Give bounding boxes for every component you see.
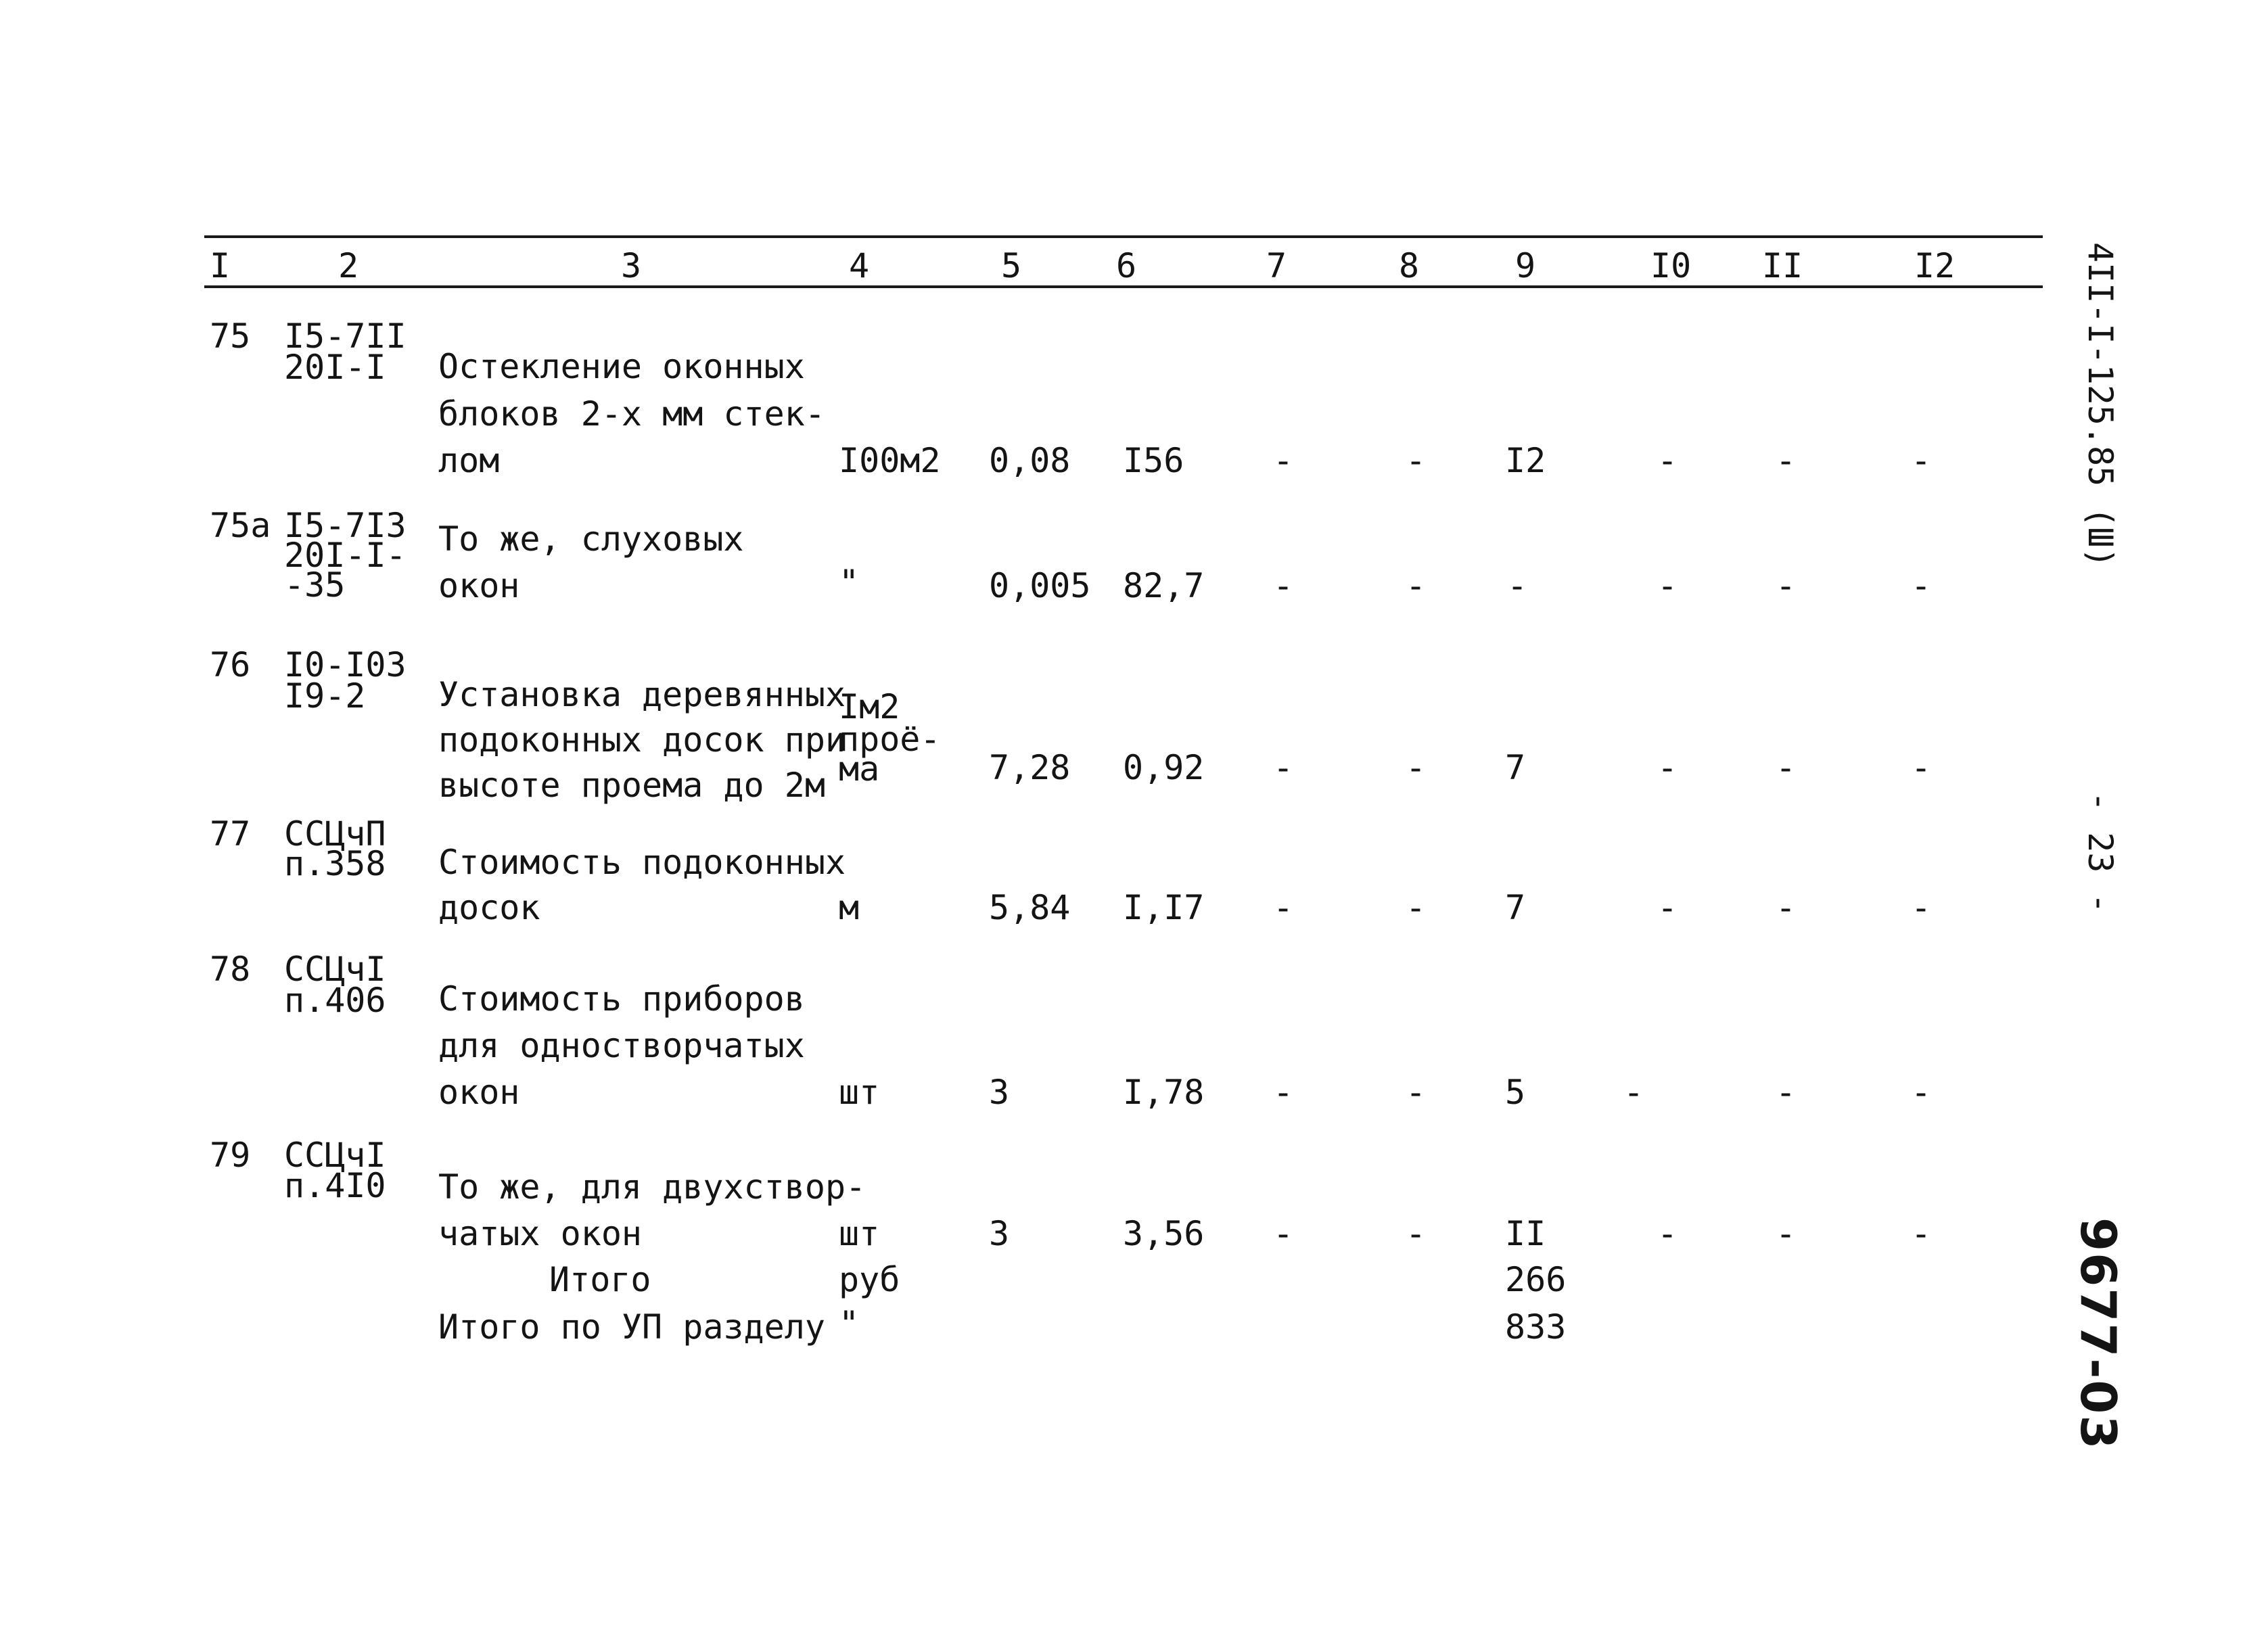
column-header-8: 8 bbox=[1399, 246, 1420, 285]
subtotal-label: Итого bbox=[549, 1260, 651, 1299]
work-description-line: подоконных досок при bbox=[438, 720, 846, 760]
total-cost: I2 bbox=[1505, 441, 1546, 480]
column-header-3: 3 bbox=[621, 246, 642, 285]
column-header-11: II bbox=[1762, 246, 1803, 285]
total-cost: 5 bbox=[1505, 1073, 1526, 1112]
work-description-line: для одностворчатых bbox=[438, 1026, 805, 1065]
col-10-value: - bbox=[1623, 1073, 1644, 1112]
column-header-12: I2 bbox=[1914, 246, 1955, 285]
quantity: 5,84 bbox=[989, 888, 1071, 927]
column-header-1: I bbox=[210, 246, 231, 285]
col-7-value: - bbox=[1273, 888, 1294, 927]
section-total-value: 833 bbox=[1505, 1307, 1567, 1347]
quantity: 3 bbox=[989, 1214, 1010, 1253]
col-10-value: - bbox=[1657, 566, 1678, 605]
quantity: 0,005 bbox=[989, 566, 1091, 605]
col-12-value: - bbox=[1911, 888, 1932, 927]
norm-code-line: I5-7II bbox=[284, 317, 407, 356]
col-7-value: - bbox=[1273, 748, 1294, 787]
unit-cost: 82,7 bbox=[1123, 566, 1205, 605]
column-header-2: 2 bbox=[338, 246, 359, 285]
col-8-value: - bbox=[1406, 566, 1427, 605]
unit-cost: I,I7 bbox=[1123, 888, 1205, 927]
work-description-line: чатых окон bbox=[438, 1214, 643, 1253]
col-11-value: - bbox=[1776, 888, 1797, 927]
norm-code-line: 20I-I bbox=[284, 348, 386, 387]
col-7-value: - bbox=[1273, 1214, 1294, 1253]
column-header-4: 4 bbox=[849, 246, 870, 285]
row-number: 77 bbox=[210, 814, 251, 854]
col-12-value: - bbox=[1911, 1073, 1932, 1112]
unit-cost: I,78 bbox=[1123, 1073, 1205, 1112]
row-number: 78 bbox=[210, 950, 251, 989]
column-header-10: I0 bbox=[1650, 246, 1692, 285]
archive-stamp-number: 9677-03 bbox=[2070, 1217, 2127, 1451]
norm-code-line: I5-7I3 bbox=[284, 506, 407, 545]
col-11-value: - bbox=[1776, 1073, 1797, 1112]
col-7-value: - bbox=[1273, 1073, 1294, 1112]
col-8-value: - bbox=[1406, 1214, 1427, 1253]
norm-code-line: ССЦчI bbox=[284, 950, 386, 989]
unit-line: " bbox=[839, 563, 860, 602]
col-8-value: - bbox=[1406, 1073, 1427, 1112]
document-code: 4II-I-125.85 (Ш) bbox=[2081, 242, 2120, 568]
header-bottom-rule bbox=[204, 285, 2043, 288]
subtotal-value: 266 bbox=[1505, 1260, 1567, 1299]
norm-code-line: 20I-I- bbox=[284, 536, 407, 575]
work-description-line: блоков 2-х мм стек- bbox=[438, 394, 825, 434]
col-10-value: - bbox=[1657, 441, 1678, 480]
column-header-7: 7 bbox=[1266, 246, 1287, 285]
col-8-value: - bbox=[1406, 441, 1427, 480]
total-cost: - bbox=[1507, 566, 1528, 605]
section-total-unit: " bbox=[839, 1304, 860, 1343]
unit-cost: 3,56 bbox=[1123, 1214, 1205, 1253]
col-12-value: - bbox=[1911, 1214, 1932, 1253]
work-description-line: окон bbox=[438, 1073, 520, 1112]
total-cost: 7 bbox=[1505, 748, 1526, 787]
unit-line: I00м2 bbox=[839, 441, 941, 480]
col-12-value: - bbox=[1911, 566, 1932, 605]
quantity: 0,08 bbox=[989, 441, 1071, 480]
unit-line: Iм2 bbox=[839, 687, 900, 726]
column-header-9: 9 bbox=[1515, 246, 1536, 285]
work-description-line: Стоимость приборов bbox=[438, 979, 805, 1019]
unit-line: шт bbox=[839, 1214, 880, 1253]
col-11-value: - bbox=[1776, 1214, 1797, 1253]
norm-code-line: I9-2 bbox=[284, 676, 366, 716]
quantity: 3 bbox=[989, 1073, 1010, 1112]
total-cost: II bbox=[1505, 1214, 1546, 1253]
col-8-value: - bbox=[1406, 748, 1427, 787]
column-header-6: 6 bbox=[1116, 246, 1137, 285]
work-description-line: Установка деревянных bbox=[438, 675, 846, 714]
unit-line: м bbox=[839, 888, 860, 927]
quantity: 7,28 bbox=[989, 748, 1071, 787]
section-total-label: Итого по УП разделу bbox=[438, 1307, 825, 1347]
row-number: 75 bbox=[210, 317, 251, 356]
row-number: 76 bbox=[210, 645, 251, 684]
work-description-line: То же, для двухствор- bbox=[438, 1167, 866, 1207]
col-11-value: - bbox=[1776, 441, 1797, 480]
col-10-value: - bbox=[1657, 748, 1678, 787]
col-12-value: - bbox=[1911, 748, 1932, 787]
norm-code-line: п.358 bbox=[284, 844, 386, 883]
work-description-line: Остекление оконных bbox=[438, 347, 805, 386]
work-description-line: лом bbox=[438, 441, 500, 480]
norm-code-line: п.4I0 bbox=[284, 1166, 386, 1205]
unit-cost: 0,92 bbox=[1123, 748, 1205, 787]
work-description-line: высоте проема до 2м bbox=[438, 766, 825, 805]
row-number: 75а bbox=[210, 506, 271, 545]
col-7-value: - bbox=[1273, 566, 1294, 605]
norm-code-line: -35 bbox=[284, 565, 346, 605]
page-number: - 23 - bbox=[2081, 791, 2120, 914]
column-header-5: 5 bbox=[1001, 246, 1022, 285]
table-top-rule bbox=[204, 235, 2043, 238]
col-11-value: - bbox=[1776, 566, 1797, 605]
norm-code-line: I0-I03 bbox=[284, 645, 407, 684]
col-10-value: - bbox=[1657, 888, 1678, 927]
norm-code-line: п.406 bbox=[284, 981, 386, 1020]
col-12-value: - bbox=[1911, 441, 1932, 480]
unit-line: шт bbox=[839, 1073, 880, 1112]
work-description-line: Стоимость подоконных bbox=[438, 843, 846, 882]
col-8-value: - bbox=[1406, 888, 1427, 927]
col-7-value: - bbox=[1273, 441, 1294, 480]
norm-code-line: ССЦчП bbox=[284, 814, 386, 854]
col-10-value: - bbox=[1657, 1214, 1678, 1253]
unit-line: проё- bbox=[839, 720, 941, 759]
work-description-line: окон bbox=[438, 566, 520, 605]
subtotal-unit: руб bbox=[839, 1260, 900, 1299]
unit-line: ма bbox=[839, 749, 880, 789]
unit-cost: I56 bbox=[1123, 441, 1184, 480]
col-11-value: - bbox=[1776, 748, 1797, 787]
work-description-line: досок bbox=[438, 888, 540, 927]
work-description-line: То же, слуховых bbox=[438, 519, 744, 559]
row-number: 79 bbox=[210, 1136, 251, 1175]
total-cost: 7 bbox=[1505, 888, 1526, 927]
norm-code-line: ССЦчI bbox=[284, 1136, 386, 1175]
